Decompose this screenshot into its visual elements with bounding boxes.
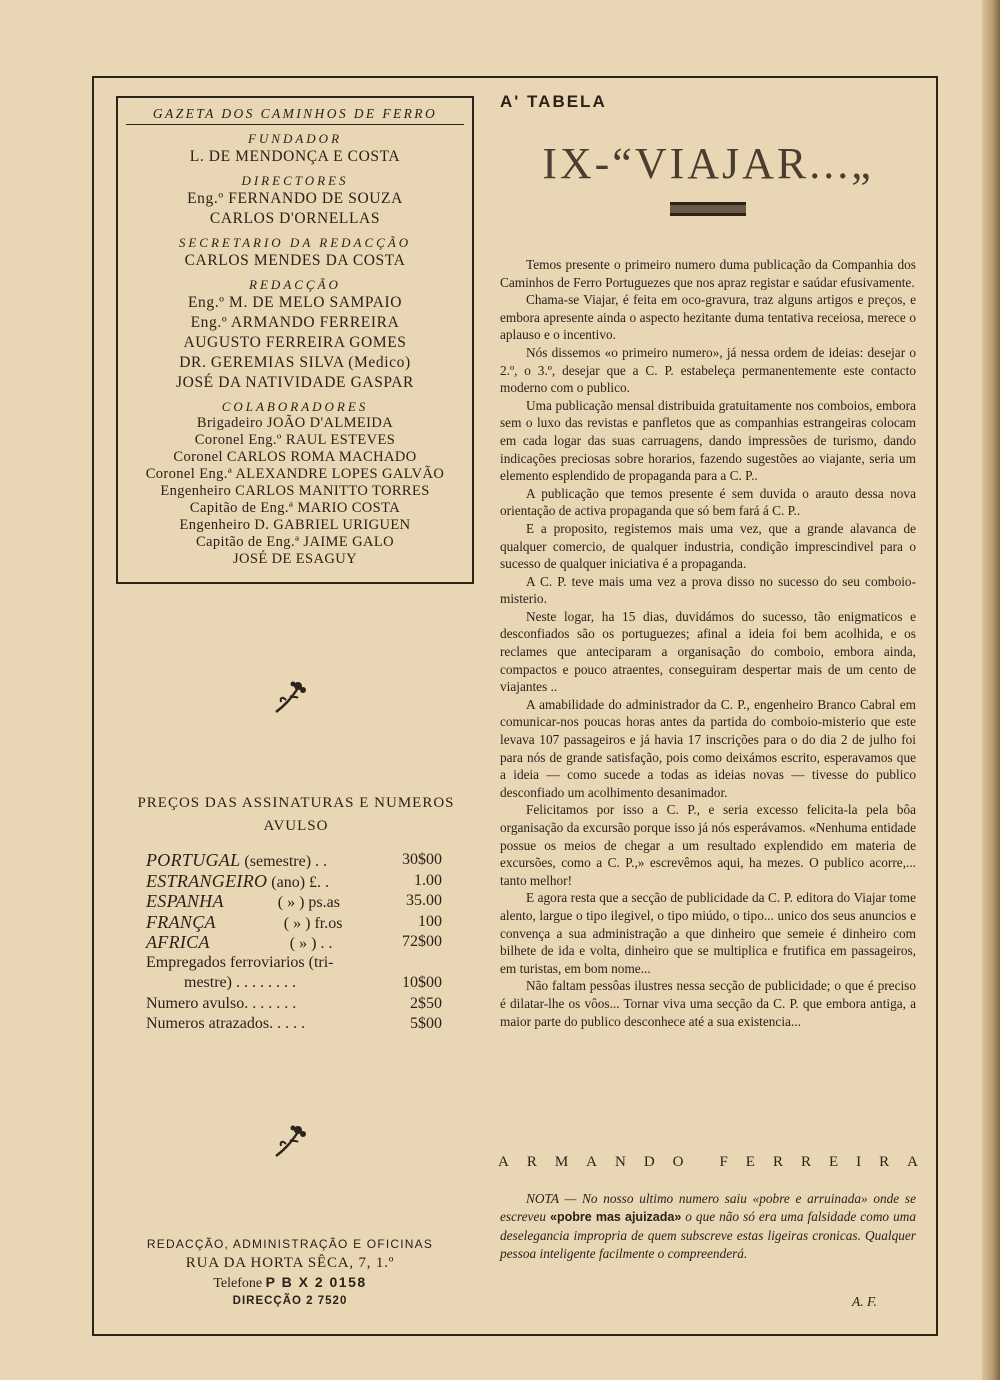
price-row bbox=[126, 891, 466, 912]
collaborator-name: Brigadeiro JOÃO D'ALMEIDA bbox=[196, 415, 394, 431]
author-signature bbox=[498, 1154, 918, 1171]
directors-heading: DIRECTORES bbox=[241, 173, 349, 188]
phone-label: Telefone bbox=[213, 1276, 263, 1291]
price-period: ( » ) fr.os bbox=[283, 914, 343, 932]
employees-label: Empregados ferroviarios (tri- bbox=[146, 953, 334, 971]
price-row bbox=[126, 973, 466, 994]
price-period: (semestre) . . bbox=[244, 853, 328, 870]
direction-phone: DIRECÇÃO 2 7520 bbox=[232, 1295, 348, 1307]
editor-name: DR. GEREMIAS SILVA (Medico) bbox=[179, 354, 411, 371]
article-paragraph: A C. P. teve mais uma vez a prova disso no sucesso do seu comboio-misterio. bbox=[500, 573, 916, 607]
price-value: 100 bbox=[418, 912, 442, 930]
founder-name: L. DE MENDONÇA E COSTA bbox=[189, 148, 401, 165]
address-block bbox=[120, 1234, 460, 1310]
collaborator-name: Engenheiro CARLOS MANITTO TORRES bbox=[160, 483, 430, 499]
author-letter: E bbox=[745, 1154, 755, 1170]
price-country: ESPANHA bbox=[146, 891, 224, 911]
collaborators-heading: COLABORADORES bbox=[221, 399, 369, 414]
article-paragraph: Uma publicação mensal distribuida gratuitamente nos comboios, embora sem o luxo das revistas e panfletos que as companhias estrangeiras colocam em cada logar das suas carruagens, dando impressões de turismo, dando indicações preciosas sobre horarios, fazendo sugestões ao viajante, seria um elemento esplendido de propaganda para a C. P.. bbox=[500, 397, 916, 484]
price-country: ESTRANGEIRO bbox=[146, 870, 268, 891]
author-letter: M bbox=[554, 1154, 569, 1170]
price-value: 10$00 bbox=[402, 974, 442, 991]
article-paragraph: Nós dissemos «o primeiro numero», já nessa ordem de ideias: desejar o 2.º, o 3.º, desejar que a C. P. estabeleça permanentemente este contacto moderno com o publico. bbox=[500, 344, 916, 396]
address-heading: REDACÇÃO, ADMINISTRAÇÃO E OFICINAS bbox=[146, 1237, 434, 1251]
director-name: CARLOS D'ORNELLAS bbox=[209, 210, 381, 227]
note-text: — No nosso ultimo numero saiu «pobre e arruinada» onde se escreveu bbox=[500, 1191, 916, 1225]
note-label: NOTA bbox=[526, 1191, 559, 1206]
masthead-box bbox=[116, 96, 474, 584]
article-paragraph: A amabilidade do administrador da C. P., engenheiro Branco Cabral em comunicar-nos poucas horas antes da partida do comboio-misterio que este levava 107 passageiros e já havia 17 inscrições para o do dia 2 de julho foi para nós de grande satisfação, pois como deixámos escrito, esperavamos que a ideia — como sucede a todas as ideias novas — tivesse do publico desconfiado um acolhimento desanimador. bbox=[500, 696, 916, 800]
price-value: 35.00 bbox=[406, 892, 442, 909]
author-letter: N bbox=[614, 1154, 626, 1170]
price-value: 5$00 bbox=[410, 1015, 442, 1032]
employees-label: mestre) . . . . . . . . bbox=[184, 974, 296, 991]
price-row bbox=[126, 912, 466, 933]
editorial-heading: REDACÇÃO bbox=[249, 277, 341, 292]
author-letter: A bbox=[907, 1154, 918, 1170]
decorative-rule bbox=[670, 202, 746, 216]
street-address: RUA DA HORTA SÊCA, 7, 1.º bbox=[185, 1255, 395, 1271]
author-letter: A bbox=[586, 1154, 597, 1170]
prices-heading: AVULSO bbox=[263, 818, 329, 834]
editor-name: Eng.º ARMANDO FERREIRA bbox=[190, 314, 400, 331]
author-letter: O bbox=[672, 1154, 684, 1170]
price-country: FRANÇA bbox=[146, 911, 216, 932]
article-paragraph: Neste logar, ha 15 dias, duvidámos do sucesso, tão enigmaticos e desconfiados são os portuguezes; afinal a ideia foi bem acolhida, e os reclames que anteciparam a organisação do comboio, embora ainda, compactos e pouco atraentes, conseguiram despertar mais de um cento de viajantes .. bbox=[500, 608, 916, 695]
secretary-heading: SECRETARIO DA REDACÇÃO bbox=[178, 235, 412, 250]
editor-name: Eng.º M. DE MELO SAMPAIO bbox=[187, 294, 403, 311]
price-row bbox=[126, 932, 466, 953]
masthead-title: GAZETA DOS CAMINHOS DE FERRO bbox=[126, 106, 464, 125]
article-paragraph: E agora resta que a secção de publicidade da C. P. editora do Viajar tome alento, largue o tipo ilegivel, o tipo miúdo, o tipo... unico dos seus anuncios e convença a sua administração a que dinheiro que semeie é dinheiro com bilhete de ida e volta, dinheiro que se multiplica e frutifica em passageiros, em turistas, em bom nome... bbox=[500, 890, 916, 976]
price-country: PORTUGAL bbox=[146, 850, 241, 870]
prices-heading: PREÇOS DAS ASSINATURAS E NUMEROS bbox=[137, 795, 455, 811]
floral-ornament-icon bbox=[272, 1120, 312, 1160]
collaborator-name: JOSÉ DE ESAGUY bbox=[232, 551, 358, 567]
article-paragraph: Felicitamos por isso a C. P., e seria excesso felicita-la pela bôa organisação da excursão porque isso já nós esperávamos. «Nenhuma entidade possue os meios de chegar a um resultado explendido em materia de excursões, como a C. P.,» escrevêmos aqui, ha mezes. O publico acorre,... tanto melhor! bbox=[500, 802, 916, 888]
floral-ornament-icon bbox=[272, 676, 312, 716]
author-letter: F bbox=[719, 1154, 728, 1170]
article-paragraph: A publicação que temos presente é sem duvida o arauto dessa nova orientação de activa propaganda que só bem fará á C. P.. bbox=[500, 485, 916, 519]
collaborator-name: Capitão de Eng.ª MARIO COSTA bbox=[189, 500, 401, 516]
price-row bbox=[126, 994, 466, 1015]
director-name: Eng.º FERNANDO DE SOUZA bbox=[187, 190, 403, 207]
collaborator-name: Capitão de Eng.ª JAIME GALO bbox=[195, 534, 395, 550]
price-row bbox=[126, 953, 466, 974]
article-paragraph: Temos presente o primeiro numero duma publicação da Companhia dos Caminhos de Ferro Portuguezes que nos apraz registar e saúdar efusivamente. bbox=[500, 257, 916, 290]
page-edge bbox=[982, 0, 1000, 1380]
phone-number: P B X 2 0158 bbox=[265, 1274, 367, 1290]
editor-name: AUGUSTO FERREIRA GOMES bbox=[183, 334, 407, 351]
article-paragraph: Chama-se Viajar, é feita em oco-gravura, traz alguns artigos e preços, e embora apresente ainda o aspecto hezitante duma tentativa receiosa, merece o aplauso e o incentivo. bbox=[500, 292, 916, 343]
author-letter: R bbox=[526, 1154, 537, 1170]
price-value: 1.00 bbox=[414, 871, 442, 889]
article-headline: IX-“VIAJAR...„ bbox=[542, 139, 874, 188]
price-period: ( » ) ps.as bbox=[277, 894, 340, 911]
note-text: o que não só era uma falsidade como uma deselegancia impropria de quem subscreve estas ligeiras cronicas. Qualquer pessoa inteligente facilmente o compreenderá. bbox=[500, 1209, 916, 1262]
section-title: A' TABELA bbox=[500, 92, 607, 111]
author-letter: A bbox=[498, 1154, 509, 1170]
article-paragraph: E a proposito, registemos mais uma vez, que a grande alavanca de qualquer comercio, de qualquer industria, condição imprescindivel para o sucesso de qualquer iniciativa é a propaganda. bbox=[500, 520, 916, 572]
collaborator-name: Engenheiro D. GABRIEL URIGUEN bbox=[179, 517, 411, 533]
author-letter: R bbox=[800, 1154, 811, 1170]
article-body bbox=[500, 256, 916, 1030]
phone-line bbox=[120, 1273, 460, 1293]
editor-note bbox=[500, 1190, 916, 1264]
author-letter: D bbox=[643, 1154, 655, 1170]
note-initials: A. F. bbox=[852, 1294, 877, 1309]
price-row bbox=[126, 871, 466, 892]
collaborator-name: Coronel CARLOS ROMA MACHADO bbox=[173, 449, 417, 465]
price-country: AFRICA bbox=[146, 932, 210, 952]
price-period: (ano) £. . bbox=[271, 873, 330, 891]
author-letter: R bbox=[879, 1154, 890, 1170]
note-bold-text: «pobre mas ajuizada» bbox=[550, 1210, 682, 1225]
article-paragraph: Não faltam pessôas ilustres nessa secção de publicidade; o que é preciso é dilatar-lhe os vôos... Tornar viva uma secção da C. P. que embora antiga, a maior parte do publico desconhece até a sua existencia... bbox=[500, 978, 916, 1029]
price-period: ( » ) . . bbox=[289, 935, 333, 952]
collaborator-name: Coronel Eng.º RAUL ESTEVES bbox=[194, 432, 396, 448]
author-letter: I bbox=[856, 1154, 862, 1170]
price-row bbox=[126, 1014, 466, 1035]
price-value: 72$00 bbox=[402, 933, 442, 950]
back-issue-label: Numeros atrazados. . . . . bbox=[146, 1015, 306, 1032]
price-row bbox=[126, 850, 466, 871]
author-letter: R bbox=[772, 1154, 783, 1170]
subscription-prices bbox=[126, 792, 466, 1035]
secretary-name: CARLOS MENDES DA COSTA bbox=[184, 252, 406, 269]
author-letter: E bbox=[828, 1154, 839, 1170]
collaborator-name: Coronel Eng.ª ALEXANDRE LOPES GALVÃO bbox=[145, 466, 445, 482]
editor-name: JOSÉ DA NATIVIDADE GASPAR bbox=[176, 374, 414, 391]
price-value: 30$00 bbox=[402, 851, 442, 868]
founder-heading: FUNDADOR bbox=[247, 131, 343, 146]
price-value: 2$50 bbox=[410, 994, 442, 1012]
single-issue-label: Numero avulso. . . . . . . bbox=[146, 994, 297, 1012]
